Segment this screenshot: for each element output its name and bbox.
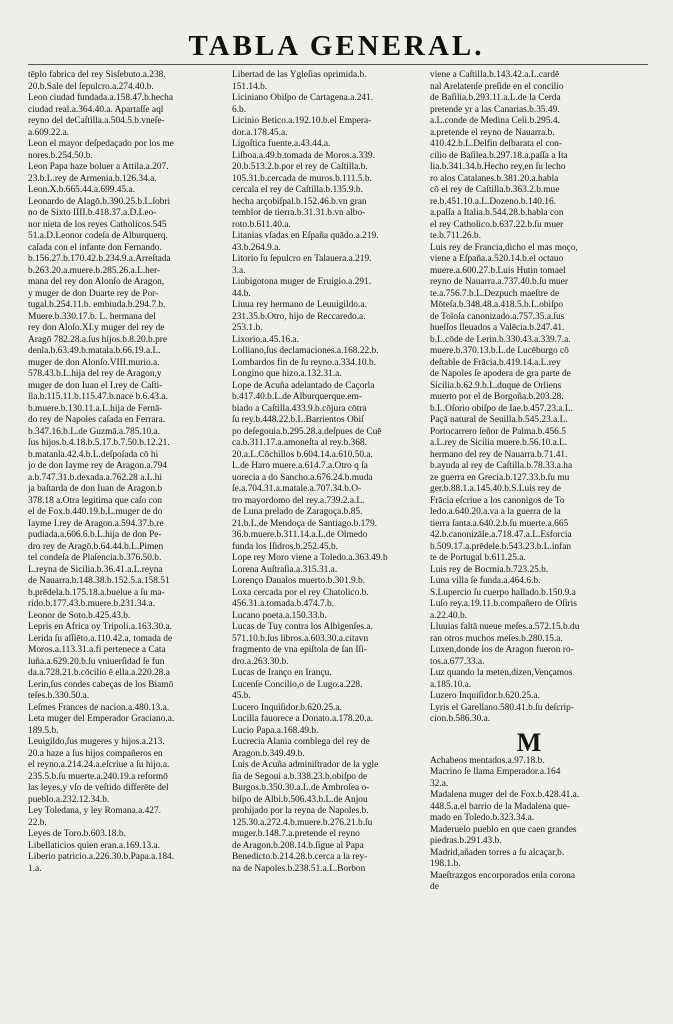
index-line: caſada con el infante don Fernando. — [28, 242, 162, 253]
index-line: rido.b.177.43.b.muere.b.231.34.a. — [28, 599, 156, 609]
index-line: Burgos.b.350.30.a.L.de Ambroſea o- — [232, 783, 370, 793]
index-line: 253.1.b. — [232, 323, 263, 333]
index-line: muere.b.370.13.b.L.de Lucēburgo cō — [430, 346, 569, 356]
index-line: 45.b. — [232, 691, 251, 701]
index-line: Aragon.b.349.49.b. — [232, 748, 305, 759]
index-line: Luxen,donde los de Aragon fueron ro- — [430, 645, 574, 655]
index-line: Ligoſtica fuente.a.43.44.a. — [232, 139, 331, 149]
index-line: b.matanla.42.4.b.L.deſpoſada cō hi — [28, 449, 159, 460]
index-line: prohijado por la reyna de Napoles.b. — [232, 806, 369, 816]
index-line: y muger de don Duarte rey de Por- — [28, 288, 159, 299]
index-line: ro alos Catalanes.b.381.20.a.habla — [430, 173, 559, 184]
index-line: Achabeos mentados.a.97.18.b. — [430, 755, 545, 766]
index-line: Lolliano,ſus declamaciones.a.168.22.b. — [232, 346, 379, 356]
index-line: 235.5.b.ſu muerte.a.240.19.a reformō — [28, 771, 168, 782]
index-line: Ley Toledana, y ley Romana.a.427. — [28, 806, 161, 816]
index-line: 456.31.a.tomada.b.474.7.b. — [232, 599, 335, 609]
index-line: de Luna prelado de Zaragoça.b.85. — [232, 507, 363, 517]
index-line: ca.b.311.17.a.amoneſta al rey.b.368. — [232, 438, 367, 448]
index-line: da.a.728.21.b.cōcilio ē ella.a.220.28.a — [28, 668, 170, 678]
index-line: Lepris en Africa oy Tripoli.a.163.30.a. — [28, 622, 172, 632]
index-line: Lope rey Moro viene a Toledo.a.363.49.b — [232, 553, 388, 563]
index-line: tos.a.677.33.a. — [430, 656, 485, 667]
index-line: de Aragon.b.208.14.b.ſigue al Papa — [232, 840, 364, 851]
index-line: no de Sixto IIII.b.418.37.a.D.Leo- — [28, 208, 157, 218]
index-line: 51.a.D.Leonor codeſa de Alburquerq. — [28, 231, 168, 241]
index-line: Aragō 782.28.a.ſus hijos.b.8.20.b.pre — [28, 334, 168, 345]
index-line: 20.a haze a ſus hijos compañeros en — [28, 748, 163, 759]
index-line: 36.b.muere.b.311.14.a.L.de Olmedo — [232, 530, 368, 540]
index-line: 3.a. — [232, 265, 246, 276]
index-line: b.347.16.b.L.de Guzmā.a.785.10.a. — [28, 426, 161, 437]
index-line: 44.b. — [232, 288, 251, 299]
index-line: Madalena muger del de Fox.b.428.41.a. — [430, 790, 580, 800]
index-line: 189.5.b. — [28, 725, 59, 736]
index-line: b.156.27.b.170.42.b.234.9.a.Arreſtada — [28, 254, 171, 264]
index-line: muere.a.600.27.b.Luis Hutin tomael — [430, 265, 566, 276]
index-line: Moros.a.113.31.a.fi pertenece a Cata — [28, 645, 166, 655]
index-line: viene a Eſpaña.a.520.14.b.el octauo — [430, 254, 564, 264]
index-line: 32.a. — [430, 778, 449, 789]
index-line: a.L.conde de Medina Celi.b.295.4. — [430, 116, 560, 126]
index-line: Leonardo de Alagō.b.390.25.b.L.ſobri — [28, 196, 171, 207]
index-line: 571.10.b.ſus libros.a.603.30.a.citavn — [232, 633, 369, 644]
index-line: Leon Papa haze boluer a Attila.a.207. — [28, 162, 169, 172]
index-line: Luſo rey.a.19.11.b.compañero de Oſiris — [430, 599, 577, 609]
index-line: do rey de Napoles caſada en Ferrara. — [28, 415, 166, 425]
index-line: dor.a.178.45.a. — [232, 127, 288, 138]
index-column-right — [430, 70, 628, 894]
index-line: b.L.cōde de Lerin.b.330.43.a.339.7.a. — [430, 334, 571, 345]
index-line: cilio de Baſilea.b.297.18.a.paſſa a Ita — [430, 150, 568, 161]
index-line: Litorio ſu ſepulcro en Talauera.a.219. — [232, 254, 372, 264]
index-line: Lixorio.a.45.16.a. — [232, 334, 299, 345]
index-line: cercala el rey de Caſtilla.b.135.9.b. — [232, 185, 363, 195]
index-line: Leſmes Frances de nacion.a.480.13.a. — [28, 702, 170, 713]
index-line: ſia de Segoui a.b.338.23.b.obiſpo de — [232, 771, 368, 782]
index-line: Iayme I.rey de Aragon.a.594.37.b.re — [28, 518, 164, 529]
index-line: a.b.747.31.b.dexada.a.762.28 a.L.hi — [28, 472, 163, 483]
index-line: muger de don Alonſo.VIII.murio.a. — [28, 357, 160, 368]
index-column-middle — [232, 70, 430, 875]
index-line: lia.b.341.34.b.Hecho rey,en ſu lecho — [430, 162, 566, 172]
index-line: a.185.10.a. — [430, 679, 472, 690]
index-line: Leon el mayor deſpedaçado por los me — [28, 139, 174, 149]
index-line: piedras.b.291.43.b. — [430, 836, 502, 846]
index-line: a.pretende el reyno de Nauarra.b. — [430, 127, 555, 138]
index-line: ran otros muchos meſes.b.280.15.a. — [430, 633, 563, 644]
index-line: Leta muger del Emperador Graciano.a. — [28, 714, 175, 724]
index-line: te de Portugal b.611.25.a. — [430, 553, 526, 563]
index-line: Paçā natural de Seuilla.b.545.23.a.L. — [430, 415, 568, 425]
index-line: pudiada.a.606.6.b.L.hija de don Pe- — [28, 530, 162, 540]
index-line: Madrid,añaden torres a ſu alcaçar,b. — [430, 847, 565, 858]
index-line: tugal.b.254.11.b. embiuda.b.294.7.b. — [28, 300, 166, 310]
index-line: biſpo de Albi.b.506.43.b.L.de Anjou — [232, 794, 368, 805]
index-line: pretende yr a las Canarias.b.35.49. — [430, 104, 560, 115]
index-line: ſus hijos.b.4.18.b.5.17.b.7.50.b.12.21. — [28, 438, 170, 448]
index-line: ze guerra en Grecia.b.127.33.b.ſu mu — [430, 472, 570, 483]
index-line: Lucero Inquiſidor.b.620.25.a. — [232, 702, 342, 713]
index-line: 22.b. — [28, 817, 47, 828]
index-line: de Baſilia.b.293.11.a.L.de la Cerda — [430, 93, 561, 103]
index-line: nor nieta de los reyes Catholicos.545 — [28, 219, 167, 230]
index-line: a.L.rey de Sicilia muere.b.56.10.a.L. — [430, 438, 568, 448]
index-line: reyno del deCaſtilla.a.504.5.b.vneſe- — [28, 116, 165, 126]
index-line: deſtable de Frācia.b.419.14.a.L.rey — [430, 357, 561, 368]
index-line: 20.b.513.2.b.por el rey de Caſtilla.b. — [232, 162, 368, 172]
index-line: de Nauarra.b.148.38.b.152.5.a.158.51 — [28, 576, 170, 586]
index-line: 231.35.b.Otro, hijo de Reccaredo.a. — [232, 311, 366, 322]
index-line: reyno de Nauarra.a.737.40.b.ſu muer — [430, 277, 568, 287]
index-line: S.Lupercio ſu cuerpo hallado.b.150.9.a — [430, 587, 576, 598]
index-line: a.22.40.b. — [430, 610, 467, 621]
index-line: 125.30.a.272.4.b.muere.b.276.21.b.ſu — [232, 817, 373, 828]
index-line: fragmento de vna epiſtola de ſan Iſi- — [232, 645, 367, 655]
page-bottom-margin — [0, 984, 673, 1024]
index-line: Lorenço Daualos muerto.b.301.9.b. — [232, 576, 366, 586]
section-initial-m: M — [516, 729, 542, 756]
index-line: rey don Aloſo.XI.y muger del rey de — [28, 323, 165, 333]
index-line: Leon ciudad fundada.a.158.47.b.hecha — [28, 93, 173, 103]
index-line: re.b.451.10.a.L.Dozeno.b.140.16. — [430, 196, 557, 207]
index-column-left — [28, 70, 226, 875]
index-line: a.paſſa a Italia.b.544.28.b.habla con — [430, 208, 564, 218]
page-title: TABLA GENERAL. — [188, 30, 485, 62]
index-line: 378.18 a.Otra legitima que caſo con — [28, 495, 163, 506]
index-line: biado a Caſtilla.433.9.b.cōjura cōtra — [232, 403, 367, 414]
index-line: lla.b.115.11.b.115.47.b.nace b.6.43.a. — [28, 392, 168, 402]
index-line: jo de don Iayme rey de Aragon.a.794 — [28, 461, 168, 471]
index-line: de — [430, 882, 439, 892]
index-line: cion.b.586.30.a. — [430, 714, 491, 724]
index-line: 42.b.canonizāle.a.718.47.a.L.Esforcia — [430, 530, 572, 540]
index-line: Muere.b.330.17.b. L. hermana del — [28, 311, 156, 322]
index-line: Leon.X.b.665.44.a.699.45.a. — [28, 185, 136, 195]
index-line: Loxa cercada por el rey Chatolico.b. — [232, 587, 369, 598]
index-line: 410.42.b.L.Delfin deſbarata el con- — [430, 139, 562, 149]
index-line: L.reyna de Sicilia.b.36.41.a.L.reyna — [28, 564, 163, 575]
index-line: ciudad real.a.364.40.a. Apartaſſe aql — [28, 104, 164, 115]
index-line: viene a Caſtilla.b.143.42.a.L.cardē — [430, 70, 560, 80]
index-line: b.muere.b.130.11.a.L.hija de Fernā- — [28, 403, 163, 414]
index-line: Lucas de Iranço en Irançu. — [232, 668, 332, 678]
index-line: ger.b.88.1.a.145.40.b.S.Luis rey de — [430, 484, 561, 494]
index-line: Longino que hizo.a.132.31.a. — [232, 369, 342, 379]
index-line: pueblo.a.232.12.34.b. — [28, 794, 110, 805]
index-line: 578.43.b.L.hija del rey de Aragon,y — [28, 369, 162, 379]
index-line: 448.5.a.el barrio de la Madalena que- — [430, 801, 571, 812]
index-line: de Toloſa canonizado.a.757.35.a.ſus — [430, 311, 565, 322]
index-line: uorecia a do Sancho.a.676.24.b.muda — [232, 472, 373, 483]
index-line: b.prēdela.b.175.18.a.buelue a ſu ma- — [28, 587, 165, 598]
index-line: te.a.756.7.b.L.Dezpuch maeſtre de — [430, 288, 560, 299]
index-line: Liberio patricio.a.226.30.b.Papa.a.184. — [28, 852, 175, 862]
index-line: Luis rey de Francia,dicho el mas moço, — [430, 242, 578, 253]
index-line: Liciniano Obiſpo de Cartagena.a.241. — [232, 93, 374, 103]
index-line: Lorena Auſtraſia.a.315.31.a. — [232, 564, 338, 575]
index-line: Maeſtrazgos encorporados enla corona — [430, 870, 575, 881]
index-line: tēplo fabrica del rey Sisſebuto.a.238. — [28, 70, 166, 80]
index-line: Libertad de las Ygleſias oprimida.b. — [232, 70, 367, 80]
index-line: de Napoles ſe apodera de gra parte de — [430, 369, 571, 379]
index-line: dro.a.263.30.b. — [232, 656, 289, 667]
index-line: 151.14.b. — [232, 81, 268, 92]
index-line: b.417.40.b.L.de Alburquerque.em- — [232, 392, 362, 402]
index-line: Lombardos fin de ſu reyno.a.334.10.b. — [232, 357, 376, 368]
index-line: teſes.b.330.50.a. — [28, 691, 90, 701]
index-line: Lluuias faltā nueue meſes.a.572.15.b.du — [430, 622, 580, 632]
index-line: Lerin,ſus condes cabeças de los Biamō — [28, 679, 174, 690]
index-line: tel condeſa de Plaſencia.b.376.50.b. — [28, 553, 162, 563]
index-line: mana del rey don Alonſo de Aragon, — [28, 277, 165, 287]
index-line: 6.b. — [232, 104, 247, 115]
index-line: hermano del rey de Nauarra.b.71.41. — [430, 449, 568, 460]
index-line: Luis de Acuña adminiſtrador de la ygle — [232, 760, 379, 770]
index-line: 23.b.L.rey de Armenia.b.126.34.a. — [28, 173, 157, 184]
index-line: nores.b.254.50.b. — [28, 150, 93, 161]
index-line: na de Napoles.b.238.51.a.L.Borbon — [232, 863, 366, 874]
index-line: b.509.17.a.prēdele.b.543.23.b.L.infan — [430, 541, 572, 552]
index-line: Libellaticios quien eran.a.169.13.a. — [28, 840, 160, 851]
index-line: Luis rey de Bocmia.b.723.25.b. — [430, 564, 549, 575]
index-line: Lucas de Tuy contra los Albigenſes.a. — [232, 622, 373, 632]
index-line: 43.b.264.9.a. — [232, 242, 281, 253]
index-line: muger de don Iuan el I.rey de Caſti- — [28, 380, 163, 391]
index-line: ſu rey.b.448.22.b.L.Barrientos Obiſ — [232, 415, 364, 425]
index-line: las leyes,y vſo de veſtido differēte del — [28, 783, 169, 793]
index-line: Mōteſa.b.348.48.a.418.5.b.L.obiſpo — [430, 300, 564, 310]
index-line: Litanias vſadas en Eſpaña quādo.a.219. — [232, 231, 379, 241]
index-line: Frācia eſcriue a los canonigos de To — [430, 495, 565, 506]
index-line: Lucenſe Concilio,o de Lugo.a.228. — [232, 679, 363, 690]
index-line: 20.b.Sale del ſepulcro.a.274.40.b. — [28, 81, 154, 92]
index-line: Lucilla fauorece a Donato.a.178.20.a. — [232, 714, 374, 724]
index-line: luña.a.629.20.b.ſu vniuerſidad ſe fun — [28, 656, 165, 667]
index-line: tierra ſanta.a.640.2.b.ſu muerte.a.665 — [430, 518, 569, 529]
index-line: el reyno.a.214.24.a.eſcriue a ſu hijo.a. — [28, 760, 170, 770]
index-line: el rey Catholico.b.637.22.b.ſu muer — [430, 219, 564, 230]
index-line: ſe.a.704.31.a.matale.a.707.34.b.O- — [232, 484, 362, 494]
index-line: 20.a.L.Cōchillos b.604.14.a.610.50.a. — [232, 449, 373, 460]
index-line: ja baſtarda de don Iuan de Aragon.b — [28, 484, 163, 494]
header-rule — [28, 64, 648, 65]
index-line: muger.b.148.7.a.pretende el reyno — [232, 829, 360, 839]
index-line: Leuigildo,ſus mugeres y hijos.a.213. — [28, 737, 165, 747]
index-line: 105.31.b.cercada de muros.b.111.5.b. — [232, 173, 372, 184]
index-line: L.de Haro muere.a.614.7.a.Otro q ſa — [232, 461, 368, 471]
index-line: b.L.Oſorio obiſpo de Iae.b.457.23.a.L. — [430, 403, 573, 414]
index-line: funda los Iſidros.b.252.45.b. — [232, 541, 338, 552]
index-line: hueſſos lleuados a Valēcia.b.247.41. — [430, 323, 565, 333]
index-line: Liuua rey hermano de Leuuigildo.a. — [232, 300, 367, 310]
index-line: 198.1.b. — [430, 859, 461, 869]
index-line: 21.b.L.de Mendoça de Santiago.b.179. — [232, 518, 378, 529]
index-line: b.263.20.a.muere.b.285.26.a.L.her- — [28, 265, 161, 276]
index-line: roto.b.611.40.a. — [232, 219, 291, 230]
index-line: tro mayordomo del rey.a.739.2.a.L. — [232, 495, 365, 506]
index-line: hecha arçobiſpal.b.152.46.b.vn gran — [232, 196, 367, 207]
index-line: a.609.22.a. — [28, 127, 70, 138]
index-line: Portocarrero ſeñor de Palma.b.456.5 — [430, 426, 566, 437]
index-line: b.ayuda al rey de Caſtilla.b.78.33.a.ha — [430, 461, 573, 471]
index-line: Liſboa.a.49.b.tomada de Moros.a.339. — [232, 150, 375, 161]
index-line: Luz quando la meten,dizen,Vençamos — [430, 668, 573, 678]
index-line: Lucio Papa.a.168.49.b. — [232, 725, 319, 736]
index-line: Luzero Inquiſidor.b.620.25.a. — [430, 691, 540, 701]
index-line: Macrino ſe llama Emperador.a.164 — [430, 767, 561, 777]
index-line: dro rey de Aragō.b.64.44.b.L.Pimen — [28, 541, 164, 552]
index-line: temblor de tierra.b.31.31.b.vn albo- — [232, 208, 366, 218]
index-line: Sicilia.b.62.9.b.L.duque de Orliens — [430, 380, 562, 391]
index-line: Lucrecia Alania comblega del rey de — [232, 737, 370, 747]
index-line: Liubigotona muger de Eruigio.a.291. — [232, 277, 372, 287]
index-line: ledo.a.640.20.a.va a la guerra de la — [430, 507, 561, 517]
index-line: Leyes de Toro.b.603.18.b. — [28, 829, 126, 839]
index-line: denla.b.63.49.b.matala.b.66.19.a.L. — [28, 346, 161, 356]
index-line: Lope de Acuña adelantado de Caçorla — [232, 380, 375, 391]
index-line: 1.a. — [28, 863, 42, 874]
index-line: nal Arelatenſe preſide en el concilio — [430, 81, 564, 92]
index-line: muerto por el de Borgoña.b.203.28. — [430, 392, 564, 402]
index-line: Lerida ſu aſſiēto.a.110.42.a, tomada de — [28, 633, 173, 644]
index-line: Benedicto.b.214.28.b.cerca a la rey- — [232, 852, 368, 862]
index-line: Luna villa ſe funda.a.464.6.b. — [430, 576, 541, 586]
index-line: te.b.711.26.b. — [430, 231, 481, 241]
index-line: el de Fox.b.440.19.b.L.muger de do — [28, 507, 163, 517]
index-line: Maderuelo pueblo en que caen grandes — [430, 824, 577, 835]
index-line: mado en Toledo.b.323.34.a. — [430, 813, 535, 823]
index-line: po deſegouia.b.295.28.a.deſpues de Cuē — [232, 426, 382, 437]
index-line: Licinio Betico.a.192.10.b.el Empera- — [232, 116, 372, 126]
index-line: Lyris el Garellano.580.41.b.ſu deſcrip- — [430, 702, 574, 713]
index-line: cō el rey de Caſtilla.b.363.2.b.mue — [430, 185, 560, 195]
index-line: Lucano poeta.a.150.33.b. — [232, 610, 327, 621]
index-line: Leonor de Soto.b.425.43.b. — [28, 610, 131, 621]
